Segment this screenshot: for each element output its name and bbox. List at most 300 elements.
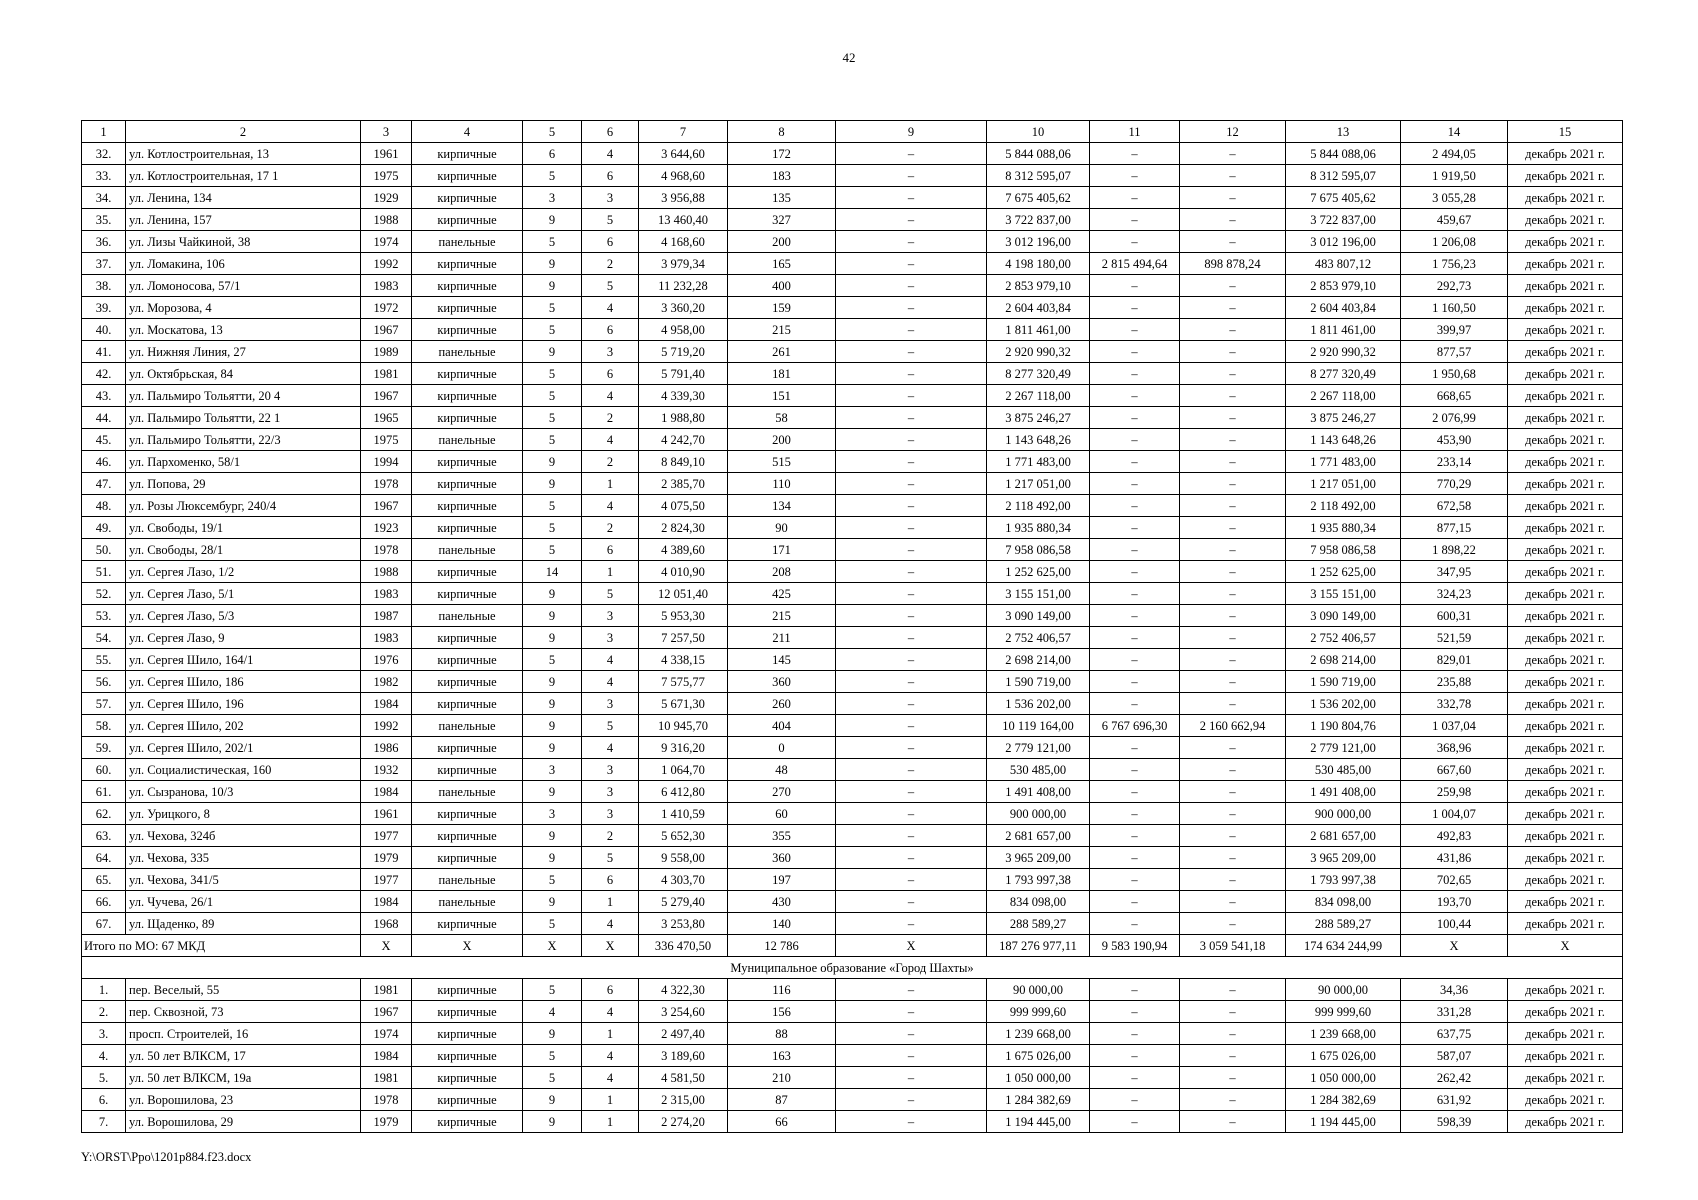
table-cell: декабрь 2021 г. — [1508, 583, 1623, 605]
table-cell: декабрь 2021 г. — [1508, 1023, 1623, 1045]
table-cell: 898 878,24 — [1180, 253, 1286, 275]
table-cell: 88 — [728, 1023, 836, 1045]
table-cell: 1979 — [361, 1111, 412, 1133]
table-cell: 702,65 — [1401, 869, 1508, 891]
table-cell: – — [1090, 759, 1180, 781]
table-cell: – — [1180, 693, 1286, 715]
table-cell: 1932 — [361, 759, 412, 781]
table-cell: 900 000,00 — [987, 803, 1090, 825]
table-cell: – — [836, 297, 987, 319]
column-number-cell: 5 — [523, 121, 582, 143]
table-cell: 1. — [82, 979, 126, 1001]
table-cell: – — [1180, 1001, 1286, 1023]
table-cell: 1 536 202,00 — [987, 693, 1090, 715]
table-cell: – — [1180, 1089, 1286, 1111]
table-cell: – — [1090, 539, 1180, 561]
table-cell: 8 312 595,07 — [1286, 165, 1401, 187]
table-cell: панельные — [412, 781, 523, 803]
table-cell: 7. — [82, 1111, 126, 1133]
table-cell: кирпичные — [412, 495, 523, 517]
table-cell: – — [1090, 385, 1180, 407]
address-cell: ул. Сергея Лазо, 5/1 — [126, 583, 361, 605]
table-cell: 9 — [523, 847, 582, 869]
table-cell: декабрь 2021 г. — [1508, 759, 1623, 781]
table-cell: 4 339,30 — [639, 385, 728, 407]
table-cell: 6 — [582, 165, 639, 187]
table-cell: 211 — [728, 627, 836, 649]
address-cell: ул. Сергея Шило, 196 — [126, 693, 361, 715]
table-cell: 197 — [728, 869, 836, 891]
table-cell: 200 — [728, 231, 836, 253]
table-cell: 2 752 406,57 — [1286, 627, 1401, 649]
table-cell: кирпичные — [412, 627, 523, 649]
table-cell: – — [836, 1067, 987, 1089]
table-cell: 90 000,00 — [987, 979, 1090, 1001]
table-cell: 9 — [523, 605, 582, 627]
table-cell: 1 — [582, 1111, 639, 1133]
table-cell: 672,58 — [1401, 495, 1508, 517]
table-cell: декабрь 2021 г. — [1508, 385, 1623, 407]
table-cell: 6 — [582, 319, 639, 341]
table-cell: 459,67 — [1401, 209, 1508, 231]
table-cell: 1 935 880,34 — [1286, 517, 1401, 539]
table-cell: 631,92 — [1401, 1089, 1508, 1111]
table-cell: 5 — [523, 165, 582, 187]
table-cell: 57. — [82, 693, 126, 715]
table-cell: 521,59 — [1401, 627, 1508, 649]
table-cell: 1981 — [361, 979, 412, 1001]
table-cell: 1981 — [361, 1067, 412, 1089]
table-cell: 55. — [82, 649, 126, 671]
table-cell: 5 — [582, 847, 639, 869]
table-row — [82, 737, 1623, 759]
table-row — [82, 1023, 1623, 1045]
table-cell: – — [836, 869, 987, 891]
table-cell: декабрь 2021 г. — [1508, 451, 1623, 473]
table-cell: кирпичные — [412, 143, 523, 165]
table-cell: 5 279,40 — [639, 891, 728, 913]
table-cell: 2 — [582, 407, 639, 429]
table-cell: 360 — [728, 847, 836, 869]
table-cell: 3 — [582, 781, 639, 803]
table-cell: 3 189,60 — [639, 1045, 728, 1067]
table-cell: – — [1090, 693, 1180, 715]
table-row — [82, 869, 1623, 891]
table-cell: 9 — [523, 1089, 582, 1111]
table-cell: кирпичные — [412, 187, 523, 209]
table-cell: – — [836, 913, 987, 935]
table-cell: 171 — [728, 539, 836, 561]
table-cell: 5 671,30 — [639, 693, 728, 715]
table-row — [82, 143, 1623, 165]
table-cell: 5 — [523, 231, 582, 253]
table-cell: 5 — [582, 583, 639, 605]
table-cell: декабрь 2021 г. — [1508, 1067, 1623, 1089]
table-cell: 8 277 320,49 — [1286, 363, 1401, 385]
table-row — [82, 1001, 1623, 1023]
table-cell: 2 267 118,00 — [987, 385, 1090, 407]
table-cell: 5 — [523, 649, 582, 671]
table-cell: 5 — [523, 1067, 582, 1089]
table-cell: 2 920 990,32 — [987, 341, 1090, 363]
table-cell: декабрь 2021 г. — [1508, 187, 1623, 209]
table-cell: 3 254,60 — [639, 1001, 728, 1023]
table-cell: 35. — [82, 209, 126, 231]
table-cell: 530 485,00 — [987, 759, 1090, 781]
table-cell: 1 756,23 — [1401, 253, 1508, 275]
table-cell: 1 143 648,26 — [1286, 429, 1401, 451]
table-cell: 1 143 648,26 — [987, 429, 1090, 451]
table-cell: декабрь 2021 г. — [1508, 231, 1623, 253]
table-cell: – — [836, 253, 987, 275]
table-cell: 2 853 979,10 — [987, 275, 1090, 297]
table-cell: 1 898,22 — [1401, 539, 1508, 561]
table-cell: 1983 — [361, 275, 412, 297]
table-cell: 100,44 — [1401, 913, 1508, 935]
table-cell: 3 875 246,27 — [987, 407, 1090, 429]
table-cell: – — [836, 583, 987, 605]
column-number-cell: 6 — [582, 121, 639, 143]
table-cell: 347,95 — [1401, 561, 1508, 583]
table-cell: 4 198 180,00 — [987, 253, 1090, 275]
address-cell: пер. Сквозной, 73 — [126, 1001, 361, 1023]
address-cell: ул. Ворошилова, 23 — [126, 1089, 361, 1111]
table-cell: – — [836, 363, 987, 385]
address-cell: ул. Ленина, 134 — [126, 187, 361, 209]
table-cell: 2 779 121,00 — [1286, 737, 1401, 759]
table-cell: 3 012 196,00 — [987, 231, 1090, 253]
table-cell: декабрь 2021 г. — [1508, 517, 1623, 539]
table-cell: – — [1090, 737, 1180, 759]
table-cell: – — [1090, 209, 1180, 231]
table-cell: 3 — [523, 187, 582, 209]
table-cell: 3 965 209,00 — [1286, 847, 1401, 869]
table-row — [82, 253, 1623, 275]
table-cell: 3 360,20 — [639, 297, 728, 319]
total-row — [82, 935, 1623, 957]
table-cell: кирпичные — [412, 759, 523, 781]
table-cell: – — [836, 473, 987, 495]
table-row — [82, 341, 1623, 363]
table-cell: – — [1180, 891, 1286, 913]
table-cell: – — [836, 1023, 987, 1045]
table-cell: 193,70 — [1401, 891, 1508, 913]
table-cell: – — [1180, 561, 1286, 583]
table-cell: 33. — [82, 165, 126, 187]
table-row — [82, 891, 1623, 913]
table-cell: 1 — [582, 473, 639, 495]
table-cell: – — [836, 781, 987, 803]
table-cell: декабрь 2021 г. — [1508, 1089, 1623, 1111]
table-cell: 288 589,27 — [1286, 913, 1401, 935]
table-cell: – — [1180, 451, 1286, 473]
table-row — [82, 605, 1623, 627]
table-cell: 60 — [728, 803, 836, 825]
table-cell: декабрь 2021 г. — [1508, 297, 1623, 319]
table-cell: 430 — [728, 891, 836, 913]
table-cell: декабрь 2021 г. — [1508, 143, 1623, 165]
table-cell: 181 — [728, 363, 836, 385]
table-cell: 4 168,60 — [639, 231, 728, 253]
table-cell: 60. — [82, 759, 126, 781]
table-cell: 259,98 — [1401, 781, 1508, 803]
table-cell: 1 206,08 — [1401, 231, 1508, 253]
table-cell: 4 — [582, 1067, 639, 1089]
table-cell: 235,88 — [1401, 671, 1508, 693]
table-cell: – — [836, 803, 987, 825]
table-cell: 2 604 403,84 — [987, 297, 1090, 319]
table-cell: 151 — [728, 385, 836, 407]
address-cell: ул. Пархоменко, 58/1 — [126, 451, 361, 473]
table-cell: 1 590 719,00 — [1286, 671, 1401, 693]
table-cell: 1976 — [361, 649, 412, 671]
table-cell: 829,01 — [1401, 649, 1508, 671]
address-cell: ул. Сергея Лазо, 1/2 — [126, 561, 361, 583]
table-row — [82, 1045, 1623, 1067]
table-cell: 1 536 202,00 — [1286, 693, 1401, 715]
table-cell: 9 — [523, 341, 582, 363]
table-cell: 1 935 880,34 — [987, 517, 1090, 539]
address-cell: просп. Строителей, 16 — [126, 1023, 361, 1045]
table-cell: – — [1180, 165, 1286, 187]
table-cell: 1986 — [361, 737, 412, 759]
table-cell: кирпичные — [412, 275, 523, 297]
table-cell: 1 037,04 — [1401, 715, 1508, 737]
table-cell: 4 — [582, 143, 639, 165]
table-cell: 116 — [728, 979, 836, 1001]
table-cell: 215 — [728, 319, 836, 341]
table-cell: 1 — [582, 1023, 639, 1045]
table-cell: 3 — [523, 759, 582, 781]
table-cell: 9 — [523, 715, 582, 737]
table-cell: 1987 — [361, 605, 412, 627]
table-cell: – — [836, 979, 987, 1001]
table-cell: 65. — [82, 869, 126, 891]
table-cell: 331,28 — [1401, 1001, 1508, 1023]
address-cell: ул. Лизы Чайкиной, 38 — [126, 231, 361, 253]
table-cell: 5 — [523, 539, 582, 561]
table-cell: 7 575,77 — [639, 671, 728, 693]
table-cell: 3 — [582, 627, 639, 649]
table-cell: 1994 — [361, 451, 412, 473]
table-cell: – — [1090, 165, 1180, 187]
table-cell: 2 — [582, 451, 639, 473]
table-cell: – — [1180, 1111, 1286, 1133]
table-cell: 4 — [582, 913, 639, 935]
total-cell: 187 276 977,11 — [987, 935, 1090, 957]
column-number-cell: 12 — [1180, 121, 1286, 143]
address-cell: ул. Сергея Шило, 202 — [126, 715, 361, 737]
houses-table — [81, 120, 1623, 1133]
table-cell: 2 604 403,84 — [1286, 297, 1401, 319]
table-cell: декабрь 2021 г. — [1508, 715, 1623, 737]
table-cell: 62. — [82, 803, 126, 825]
table-cell: 215 — [728, 605, 836, 627]
table-cell: – — [1090, 143, 1180, 165]
table-cell: декабрь 2021 г. — [1508, 495, 1623, 517]
table-cell: 9 558,00 — [639, 847, 728, 869]
table-cell: 9 — [523, 253, 582, 275]
table-cell: 61. — [82, 781, 126, 803]
table-cell: 1 811 461,00 — [987, 319, 1090, 341]
table-cell: – — [1090, 605, 1180, 627]
table-cell: 1 050 000,00 — [1286, 1067, 1401, 1089]
table-cell: 1968 — [361, 913, 412, 935]
table-cell: 530 485,00 — [1286, 759, 1401, 781]
table-row — [82, 583, 1623, 605]
address-cell: ул. Чехова, 324б — [126, 825, 361, 847]
table-cell: – — [836, 385, 987, 407]
table-cell: 515 — [728, 451, 836, 473]
table-cell: 1 675 026,00 — [1286, 1045, 1401, 1067]
table-cell: 1 252 625,00 — [1286, 561, 1401, 583]
table-cell: декабрь 2021 г. — [1508, 561, 1623, 583]
table-cell: 4 389,60 — [639, 539, 728, 561]
table-cell: декабрь 2021 г. — [1508, 253, 1623, 275]
table-cell: 43. — [82, 385, 126, 407]
table-cell: 1 064,70 — [639, 759, 728, 781]
table-cell: – — [1090, 847, 1180, 869]
table-cell: 2 824,30 — [639, 517, 728, 539]
column-number-cell: 4 — [412, 121, 523, 143]
table-cell: кирпичные — [412, 649, 523, 671]
header-row — [82, 121, 1623, 143]
table-cell: кирпичные — [412, 517, 523, 539]
table-row — [82, 1111, 1623, 1133]
table-cell: 183 — [728, 165, 836, 187]
table-cell: 49. — [82, 517, 126, 539]
table-cell: 2 853 979,10 — [1286, 275, 1401, 297]
table-row — [82, 187, 1623, 209]
table-cell: 63. — [82, 825, 126, 847]
table-cell: 2 315,00 — [639, 1089, 728, 1111]
table-cell: 2 385,70 — [639, 473, 728, 495]
table-cell: 261 — [728, 341, 836, 363]
table-cell: 1978 — [361, 539, 412, 561]
table-cell: – — [1180, 979, 1286, 1001]
table-cell: 9 — [523, 209, 582, 231]
table-cell: 6 — [582, 869, 639, 891]
table-cell: 5 — [523, 1045, 582, 1067]
table-row — [82, 979, 1623, 1001]
table-cell: – — [836, 561, 987, 583]
table-cell: 5 — [523, 297, 582, 319]
table-cell: 877,57 — [1401, 341, 1508, 363]
table-cell: 1989 — [361, 341, 412, 363]
table-cell: декабрь 2021 г. — [1508, 825, 1623, 847]
table-cell: 11 232,28 — [639, 275, 728, 297]
table-cell: декабрь 2021 г. — [1508, 627, 1623, 649]
table-cell: 42. — [82, 363, 126, 385]
address-cell: ул. Морозова, 4 — [126, 297, 361, 319]
table-cell: – — [1180, 231, 1286, 253]
table-cell: – — [1180, 1045, 1286, 1067]
table-cell: – — [1180, 1067, 1286, 1089]
table-row — [82, 297, 1623, 319]
table-cell: 1967 — [361, 319, 412, 341]
table-cell: – — [1090, 429, 1180, 451]
table-cell: кирпичные — [412, 1023, 523, 1045]
table-cell: – — [836, 539, 987, 561]
table-cell: 1988 — [361, 209, 412, 231]
table-cell: – — [1180, 913, 1286, 935]
table-cell: 1967 — [361, 385, 412, 407]
table-cell: 598,39 — [1401, 1111, 1508, 1133]
table-cell: 5 652,30 — [639, 825, 728, 847]
table-cell: – — [1090, 495, 1180, 517]
table-cell: 368,96 — [1401, 737, 1508, 759]
table-cell: – — [1090, 297, 1180, 319]
table-cell: 3 090 149,00 — [1286, 605, 1401, 627]
address-cell: ул. Котлостроительная, 17 1 — [126, 165, 361, 187]
table-cell: декабрь 2021 г. — [1508, 429, 1623, 451]
table-cell: 1984 — [361, 693, 412, 715]
table-cell: 1961 — [361, 803, 412, 825]
address-cell: ул. Свободы, 19/1 — [126, 517, 361, 539]
table-cell: 2 681 657,00 — [1286, 825, 1401, 847]
section-row — [82, 957, 1623, 979]
table-row — [82, 627, 1623, 649]
table-cell: 5 — [523, 913, 582, 935]
table-cell: 431,86 — [1401, 847, 1508, 869]
table-cell: кирпичные — [412, 1089, 523, 1111]
address-cell: ул. Щаденко, 89 — [126, 913, 361, 935]
table-cell: 399,97 — [1401, 319, 1508, 341]
table-cell: 999 999,60 — [1286, 1001, 1401, 1023]
address-cell: ул. Москатова, 13 — [126, 319, 361, 341]
table-cell: декабрь 2021 г. — [1508, 781, 1623, 803]
table-cell: – — [836, 451, 987, 473]
table-cell: – — [836, 1045, 987, 1067]
table-cell: 4 — [582, 297, 639, 319]
table-cell: 270 — [728, 781, 836, 803]
table-cell: 1 284 382,69 — [987, 1089, 1090, 1111]
table-cell: – — [1180, 473, 1286, 495]
table-cell: 90 000,00 — [1286, 979, 1401, 1001]
address-cell: ул. Сергея Лазо, 5/3 — [126, 605, 361, 627]
table-cell: 5 — [523, 495, 582, 517]
table-cell: декабрь 2021 г. — [1508, 165, 1623, 187]
table-cell: 4 958,00 — [639, 319, 728, 341]
table-cell: 6 — [582, 539, 639, 561]
table-cell: 834 098,00 — [1286, 891, 1401, 913]
table-cell: 5 — [523, 869, 582, 891]
table-cell: – — [1090, 869, 1180, 891]
table-cell: 2 497,40 — [639, 1023, 728, 1045]
table-row — [82, 385, 1623, 407]
table-cell: 5 719,20 — [639, 341, 728, 363]
table-cell: 2 752 406,57 — [987, 627, 1090, 649]
address-cell: ул. 50 лет ВЛКСМ, 17 — [126, 1045, 361, 1067]
table-cell: 9 316,20 — [639, 737, 728, 759]
address-cell: ул. Котлостроительная, 13 — [126, 143, 361, 165]
table-cell: декабрь 2021 г. — [1508, 649, 1623, 671]
table-cell: 1992 — [361, 253, 412, 275]
table-cell: 453,90 — [1401, 429, 1508, 451]
address-cell: пер. Веселый, 55 — [126, 979, 361, 1001]
table-cell: 9 — [523, 1023, 582, 1045]
table-cell: декабрь 2021 г. — [1508, 671, 1623, 693]
table-cell: – — [1180, 671, 1286, 693]
table-cell: 3 090 149,00 — [987, 605, 1090, 627]
table-cell: 1975 — [361, 429, 412, 451]
address-cell: ул. Пальмиро Тольятти, 20 4 — [126, 385, 361, 407]
table-cell: 2 267 118,00 — [1286, 385, 1401, 407]
table-cell: 140 — [728, 913, 836, 935]
table-cell: – — [1180, 209, 1286, 231]
table-cell: декабрь 2021 г. — [1508, 539, 1623, 561]
table-cell: 34. — [82, 187, 126, 209]
